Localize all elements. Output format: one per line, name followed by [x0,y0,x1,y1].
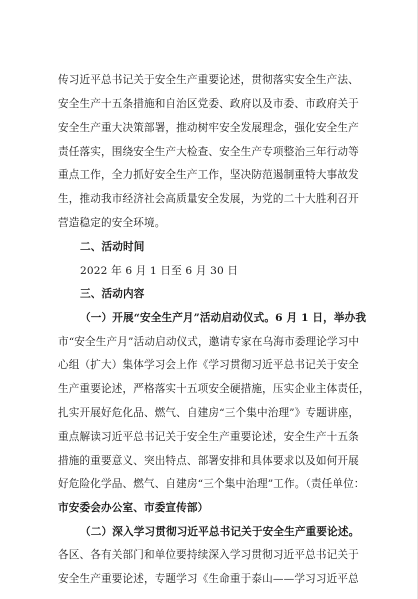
body-text-line: 好危险化学品、燃气、自建房“三个集中治理”工作。（责任单位： [58,478,365,490]
subsection-heading-2: （二）深入学习贯彻习近平总书记关于安全生产重要论述。 [80,526,360,538]
subsection-heading-1: （一）开展“安全生产月”活动启动仪式。6 月 1 日，举办我 [80,312,367,324]
body-text-line: 安全生产十五条措施和自治区党委、政府以及市委、市政府关于 [58,98,359,110]
body-text-line: 心组（扩大）集体学习会上作《学习贯彻习近平总书记关于安全 [58,359,359,371]
body-text-line: 措施的重要意义、突出特点、部署安排和具体要求以及如何开展 [58,455,359,467]
section-heading-time: 二、活动时间 [80,241,145,253]
responsible-units: 市安委会办公室、市委宣传部） [58,502,209,514]
body-text-line: 安全生产重要论述，专题学习《生命重于泰山——学习习近平总 [58,573,359,585]
body-text-line: 各区、各有关部门和单位要持续深入学习贯彻习近平总书记关于 [58,549,359,561]
body-text-line: 生，推动我市经济社会高质量安全发展，为党的二十大胜利召开 [58,193,359,205]
activity-date-range: 2022 年 6 月 1 日至 6 月 30 日 [80,265,239,277]
body-text-line: 安全生产重大决策部署，推动树牢安全发展理念，强化安全生产 [58,122,359,134]
body-text-line: 重点解读习近平总书记关于安全生产重要论述，安全生产十五条 [58,431,359,443]
section-heading-content: 三、活动内容 [80,288,145,300]
body-text-line: 传习近平总书记关于安全生产重要论述，贯彻落实安全生产法、 [58,74,359,86]
body-text-line: 责任落实，围绕安全生产大检查、安全生产专项整治三年行动等 [58,146,359,158]
body-text-line: 市“安全生产月”活动启动仪式，邀请专家在乌海市委理论学习中 [58,336,360,348]
body-text-line: 营造稳定的安全环境。 [58,217,166,229]
body-text-line: 生产重要论述，严格落实十五项安全硬措施，压实企业主体责任， [58,383,370,395]
body-text-line: 扎实开展好危化品、燃气、自建房“三个集中治理”》专题讲座， [58,407,360,419]
body-text-line: 重点工作，全力抓好安全生产工作，坚决防范遏制重特大事故发 [58,169,359,181]
